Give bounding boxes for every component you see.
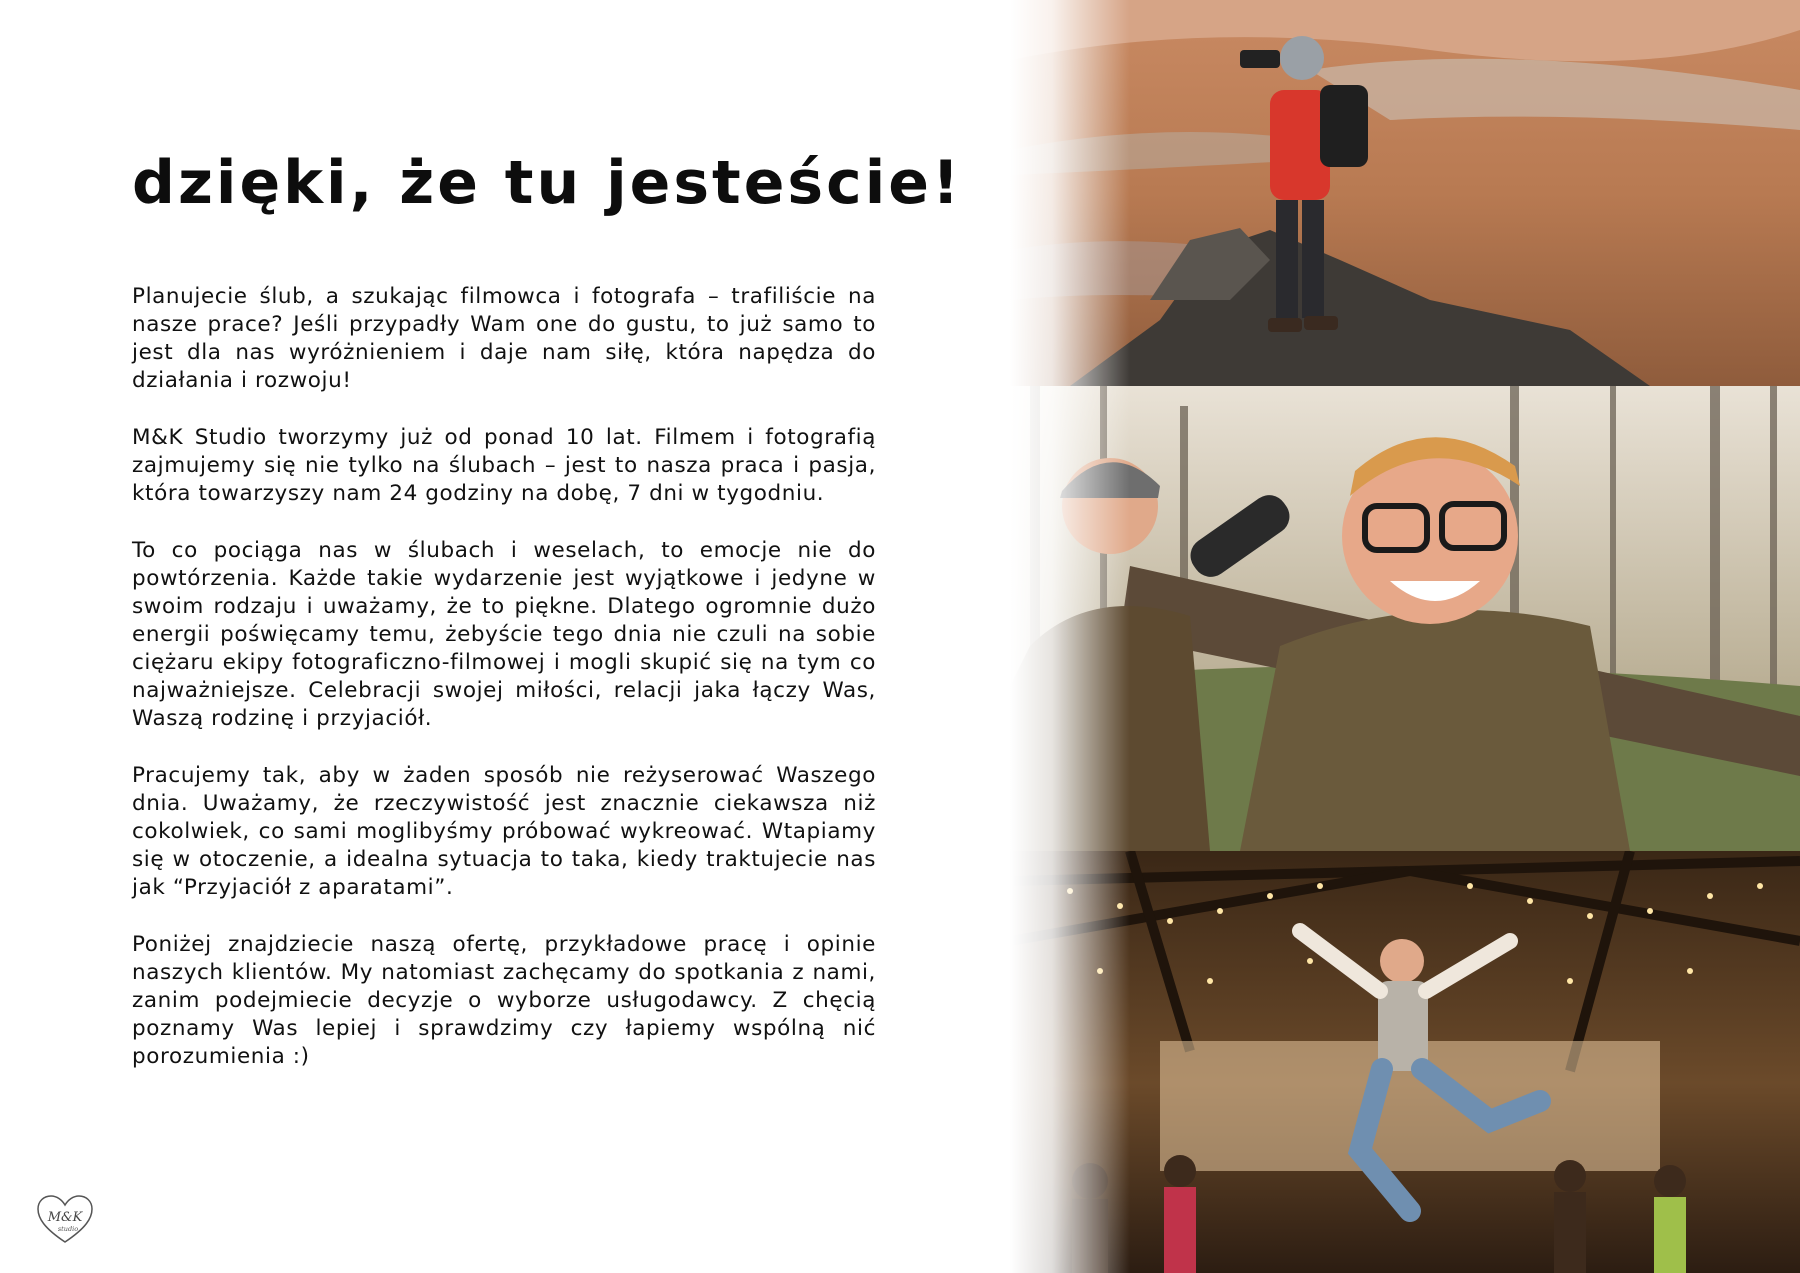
- photo-column: [1010, 0, 1800, 1273]
- intro-text: [132, 283, 876, 1100]
- paragraph: Planujecie ślub, a szukając filmowca i fotografa – trafiliście na nasze prace? Jeśli przypadły Wam one do gustu, to już samo to jest dla nas wyróżnieniem i daje nam siłę, która napędza do działania i rozwoju!: [132, 284, 876, 393]
- paragraph: To co pociąga nas w ślubach i weselach, to emocje nie do powtórzenia. Każde takie wydarzenie jest wyjątkowe i jedyne w swoim rodzaju i uważamy, że to piękne. Dlatego ogromnie dużo energii poświęcamy temu, żebyście tego dnia nie czuli na sobie ciężaru ekipy fotograficzno-filmowej i mogli skupić się na tym co najważniejsze. Celebracji swojej miłości, relacji jaka łączy Was, Waszą rodzinę i przyjaciół.: [132, 538, 876, 731]
- paragraph: Pracujemy tak, aby w żaden sposób nie reżyserować Waszego dnia. Uważamy, że rzeczywistość jest znacznie ciekawsza niż cokolwiek, co sami moglibyśmy próbować wykreować. Wtapiamy się w otoczenie, a idealna sytuacja to taka, kiedy traktujecie nas jak “Przyjaciół z aparatami”.: [132, 763, 876, 900]
- paragraph: Poniżej znajdziecie naszą ofertę, przykładowe pracę i opinie naszych klientów. My natomiast zachęcamy do spotkania z nami, zanim podejmiecie decyzje o wyborze usługodawcy. Z chęcią poznamy Was lepiej i sprawdzimy czy łapiemy wspólną nić porozumienia :): [132, 932, 876, 1069]
- heart-logo-icon: [34, 1192, 96, 1246]
- logo-letters: M&K: [47, 1210, 83, 1225]
- logo-sub: studio: [57, 1225, 79, 1233]
- photo-fade-overlay: [1010, 0, 1130, 1273]
- page-title: dzięki, że tu jesteście!: [132, 148, 963, 218]
- studio-logo: [34, 1192, 96, 1246]
- paragraph: M&K Studio tworzymy już od ponad 10 lat. Filmem i fotografią zajmujemy się nie tylko na ślubach – jest to nasza praca i pasja, która towarzyszy nam 24 godziny na dobę, 7 dni w tygodniu.: [132, 425, 876, 506]
